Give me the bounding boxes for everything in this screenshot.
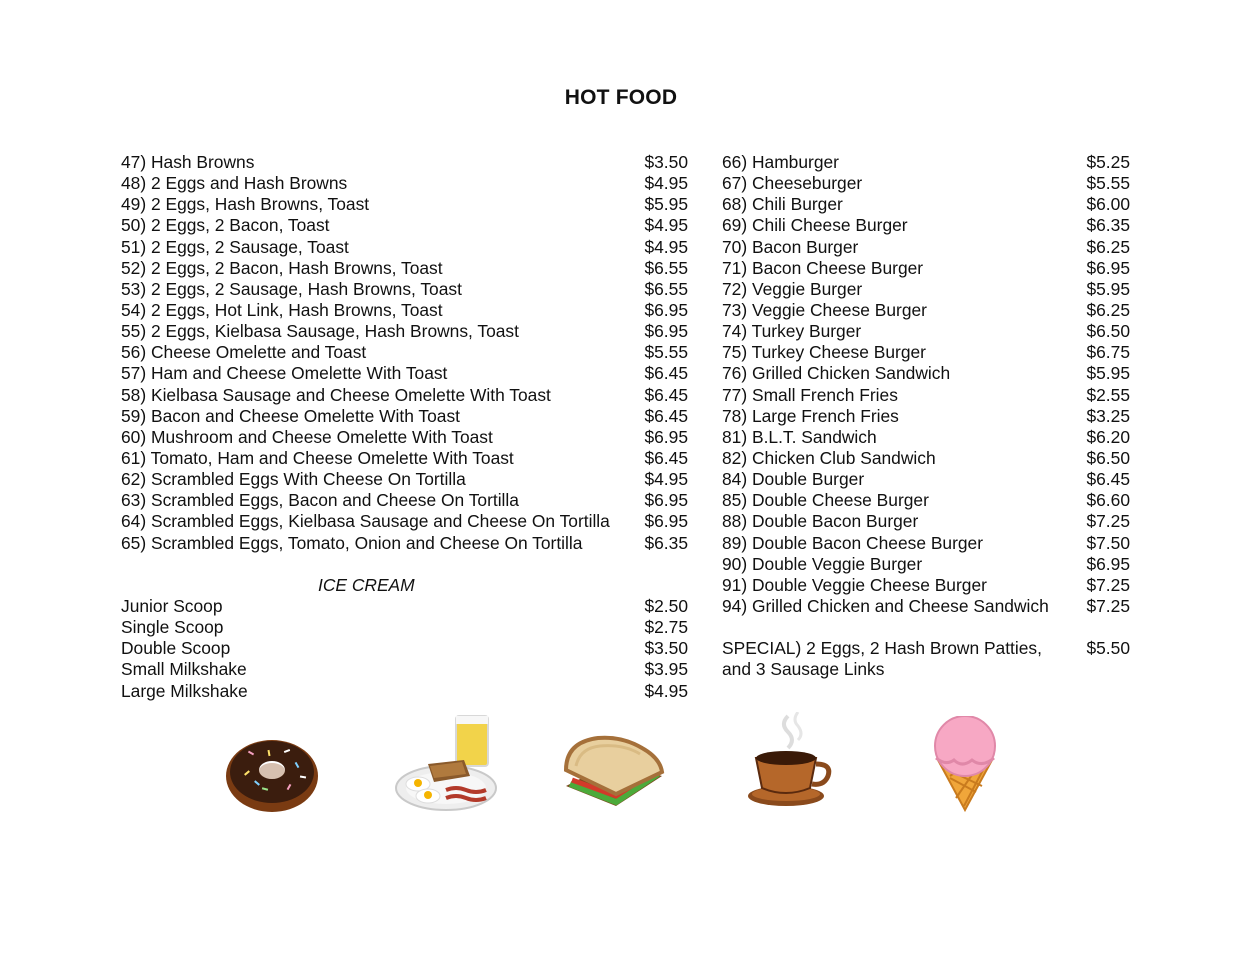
menu-item-name: 48) 2 Eggs and Hash Browns: [121, 173, 348, 194]
burger-menu-column: [722, 152, 1130, 681]
menu-item-name: 50) 2 Eggs, 2 Bacon, Toast: [121, 215, 330, 236]
menu-item-price: $3.50: [644, 152, 688, 172]
menu-item-price: $6.95: [1086, 553, 1130, 574]
menu-item: [722, 554, 1130, 575]
menu-item-name: 62) Scrambled Eggs With Cheese On Tortilla: [121, 469, 466, 490]
page-title: HOT FOOD: [564, 86, 678, 109]
menu-item-name: 74) Turkey Burger: [722, 321, 862, 342]
menu-item-price: $6.95: [644, 490, 688, 511]
menu-item: [121, 279, 688, 300]
menu-item-price: $5.25: [1086, 152, 1130, 172]
special-price: $5.50: [1086, 638, 1130, 659]
menu-item-price: $6.20: [1086, 426, 1130, 447]
menu-item: [121, 385, 688, 406]
menu-item-price: $5.55: [1086, 173, 1130, 194]
menu-item-name: 91) Double Veggie Cheese Burger: [722, 574, 987, 595]
menu-item-price: $4.95: [644, 680, 688, 701]
menu-item-name: 54) 2 Eggs, Hot Link, Hash Browns, Toast: [121, 299, 443, 320]
menu-item-price: $3.50: [644, 638, 688, 659]
menu-item-name: 89) Double Bacon Cheese Burger: [722, 532, 984, 553]
menu-item-price: $6.55: [644, 257, 688, 278]
menu-item: [722, 469, 1130, 490]
menu-item: [722, 194, 1130, 215]
menu-item-price: $6.55: [644, 278, 688, 299]
menu-item-name: 71) Bacon Cheese Burger: [722, 257, 924, 278]
menu-item: [121, 596, 688, 617]
menu-item-name: 69) Chili Cheese Burger: [722, 215, 908, 236]
menu-item-name: 63) Scrambled Eggs, Bacon and Cheese On Tortilla: [121, 490, 519, 511]
menu-item-price: $4.95: [644, 173, 688, 194]
menu-item: [121, 258, 688, 279]
menu-item-price: $2.75: [644, 617, 688, 638]
menu-item: [121, 533, 688, 554]
menu-item-price: $6.50: [1086, 447, 1130, 468]
menu-item: [722, 511, 1130, 532]
menu-item-price: $6.45: [644, 447, 688, 468]
menu-item: [722, 258, 1130, 279]
menu-item: [121, 363, 688, 384]
menu-item: [121, 490, 688, 511]
menu-item-price: $6.95: [644, 299, 688, 320]
menu-item-name: Small Milkshake: [121, 659, 247, 680]
menu-item-price: $3.25: [1086, 405, 1130, 426]
ice-cream-heading: ICE CREAM: [318, 574, 415, 595]
special-line-2: and 3 Sausage Links: [722, 659, 885, 680]
menu-item: [121, 659, 688, 680]
menu-item: [121, 469, 688, 490]
special-line-1: SPECIAL) 2 Eggs, 2 Hash Brown Patties,: [722, 638, 1042, 659]
menu-item: [722, 490, 1130, 511]
menu-item-name: 72) Veggie Burger: [722, 278, 863, 299]
menu-item: [121, 617, 688, 638]
special-item-continued: [722, 659, 1130, 680]
menu-item-name: 52) 2 Eggs, 2 Bacon, Hash Browns, Toast: [121, 257, 443, 278]
menu-item: [722, 575, 1130, 596]
menu-item-price: $5.95: [644, 194, 688, 215]
menu-item: [121, 406, 688, 427]
menu-item-name: 67) Cheeseburger: [722, 173, 863, 194]
menu-item-price: $7.25: [1086, 595, 1130, 616]
menu-item-name: 82) Chicken Club Sandwich: [722, 447, 936, 468]
menu-item-name: 76) Grilled Chicken Sandwich: [722, 363, 951, 384]
menu-item: [121, 321, 688, 342]
menu-item: [121, 173, 688, 194]
menu-item-name: 64) Scrambled Eggs, Kielbasa Sausage and Cheese On Tortilla: [121, 511, 610, 532]
menu-item-price: $5.95: [1086, 363, 1130, 384]
menu-item-name: 73) Veggie Cheese Burger: [722, 299, 927, 320]
menu-item-price: $7.25: [1086, 574, 1130, 595]
menu-item: [121, 638, 688, 659]
ice-cream-cone-icon: [928, 716, 1002, 812]
menu-item: [121, 237, 688, 258]
menu-item-name: 58) Kielbasa Sausage and Cheese Omelette With Toast: [121, 384, 551, 405]
menu-item-price: $5.55: [644, 342, 688, 363]
burger-items-list: [722, 152, 1130, 617]
menu-item-name: 70) Bacon Burger: [722, 236, 859, 257]
menu-item-name: 84) Double Burger: [722, 469, 865, 490]
menu-item-price: $6.95: [644, 321, 688, 342]
menu-item-name: 53) 2 Eggs, 2 Sausage, Hash Browns, Toast: [121, 278, 462, 299]
menu-item-price: $6.45: [1086, 469, 1130, 490]
menu-item: [121, 511, 688, 532]
menu-item: [722, 533, 1130, 554]
menu-item-price: $6.45: [644, 384, 688, 405]
menu-item-name: 90) Double Veggie Burger: [722, 553, 923, 574]
menu-item: [722, 237, 1130, 258]
special-item: [722, 638, 1130, 659]
menu-item-price: $4.95: [644, 236, 688, 257]
menu-item: [121, 681, 688, 702]
menu-item-price: $5.95: [1086, 278, 1130, 299]
menu-item: [121, 427, 688, 448]
menu-item: [722, 152, 1130, 173]
breakfast-items-list: [121, 152, 688, 554]
menu-item-name: 78) Large French Fries: [722, 405, 899, 426]
menu-item-name: 94) Grilled Chicken and Cheese Sandwich: [722, 595, 1049, 616]
breakfast-menu-column: [121, 152, 688, 702]
section-gap: [121, 554, 688, 575]
menu-item-name: 88) Double Bacon Burger: [722, 511, 919, 532]
menu-item-price: $6.60: [1086, 490, 1130, 511]
menu-item: [121, 152, 688, 173]
menu-item-price: $6.95: [1086, 257, 1130, 278]
menu-item-name: 60) Mushroom and Cheese Omelette With Toast: [121, 426, 493, 447]
menu-item-name: 85) Double Cheese Burger: [722, 490, 929, 511]
menu-item: [722, 300, 1130, 321]
menu-item: [722, 406, 1130, 427]
menu-item: [722, 363, 1130, 384]
donut-icon: [222, 730, 322, 814]
menu-item-price: $4.95: [644, 215, 688, 236]
menu-item: [722, 173, 1130, 194]
menu-item-price: $2.55: [1086, 384, 1130, 405]
menu-item: [121, 448, 688, 469]
menu-item-price: $7.25: [1086, 511, 1130, 532]
menu-item: [722, 385, 1130, 406]
menu-item-name: 61) Tomato, Ham and Cheese Omelette With Toast: [121, 447, 514, 468]
menu-item-name: 51) 2 Eggs, 2 Sausage, Toast: [121, 236, 349, 257]
menu-item-price: $2.50: [644, 595, 688, 616]
menu-item-name: Large Milkshake: [121, 680, 248, 701]
menu-item-name: 65) Scrambled Eggs, Tomato, Onion and Cheese On Tortilla: [121, 532, 583, 553]
menu-item-price: $6.75: [1086, 342, 1130, 363]
menu-item-price: $6.25: [1086, 299, 1130, 320]
menu-item-price: $6.95: [644, 511, 688, 532]
menu-item: [722, 448, 1130, 469]
menu-item-price: $6.35: [1086, 215, 1130, 236]
menu-item: [121, 194, 688, 215]
menu-item: [722, 279, 1130, 300]
menu-item-price: $6.45: [644, 363, 688, 384]
menu-item-price: $3.95: [644, 659, 688, 680]
menu-item-name: 81) B.L.T. Sandwich: [722, 426, 877, 447]
menu-item-price: $6.50: [1086, 321, 1130, 342]
menu-item-price: $7.50: [1086, 532, 1130, 553]
menu-item: [722, 342, 1130, 363]
menu-item-name: Single Scoop: [121, 617, 224, 638]
food-illustrations: [0, 710, 1242, 820]
ice-cream-items-list: [121, 596, 688, 702]
menu-item-name: 56) Cheese Omelette and Toast: [121, 342, 367, 363]
menu-item-price: $6.25: [1086, 236, 1130, 257]
menu-item-name: 75) Turkey Cheese Burger: [722, 342, 926, 363]
menu-item-price: $6.95: [644, 426, 688, 447]
menu-item: [121, 215, 688, 236]
menu-item: [121, 342, 688, 363]
menu-item-price: $6.00: [1086, 194, 1130, 215]
menu-item-name: 77) Small French Fries: [722, 384, 898, 405]
menu-item-name: 59) Bacon and Cheese Omelette With Toast: [121, 405, 460, 426]
menu-item-price: $6.45: [644, 405, 688, 426]
menu-item: [722, 215, 1130, 236]
menu-item-name: Double Scoop: [121, 638, 231, 659]
menu-item: [722, 427, 1130, 448]
section-gap: [722, 617, 1130, 638]
menu-item-name: 49) 2 Eggs, Hash Browns, Toast: [121, 194, 370, 215]
menu-item-name: 68) Chili Burger: [722, 194, 843, 215]
menu-item: [722, 596, 1130, 617]
menu-item-name: 47) Hash Browns: [121, 152, 255, 172]
menu-item-name: 57) Ham and Cheese Omelette With Toast: [121, 363, 448, 384]
menu-item-name: Junior Scoop: [121, 595, 223, 616]
sandwich-icon: [562, 732, 666, 816]
menu-item-name: 55) 2 Eggs, Kielbasa Sausage, Hash Browns, Toast: [121, 321, 519, 342]
menu-item: [121, 300, 688, 321]
menu-item-price: $4.95: [644, 469, 688, 490]
menu-item: [722, 321, 1130, 342]
coffee-cup-icon: [746, 712, 836, 812]
menu-item-price: $6.35: [644, 532, 688, 553]
menu-item-name: 66) Hamburger: [722, 152, 839, 172]
breakfast-plate-icon: [394, 714, 500, 814]
